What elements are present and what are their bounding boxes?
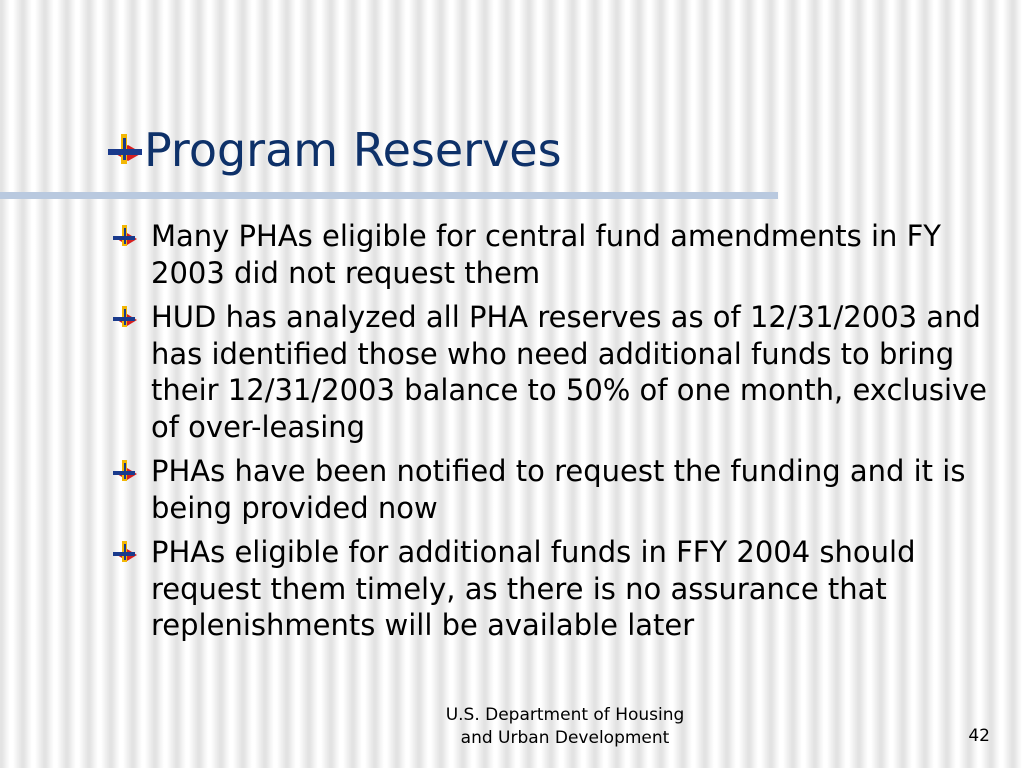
title-bullet-icon — [108, 130, 142, 170]
title-divider — [0, 192, 778, 199]
list-item — [113, 299, 1003, 445]
bullet-icon — [113, 459, 137, 483]
list-item — [113, 218, 1003, 291]
bullet-text: Many PHAs eligible for central fund amendments in FY 2003 did not request them — [151, 219, 942, 290]
footer-agency-line2: and Urban Development — [460, 728, 670, 748]
bullet-text: HUD has analyzed all PHA reserves as of 12/31/2003 and has identified those who need additional funds to bring their 12/31/2003 balance to 50% of one month, exclusive of over-leasing — [151, 300, 988, 444]
bullet-icon — [113, 224, 137, 248]
page-number: 42 — [968, 726, 990, 746]
list-item — [113, 534, 1003, 644]
bullet-icon — [113, 305, 137, 329]
page-title: Program Reserves — [144, 123, 562, 177]
bullet-icon — [113, 540, 137, 564]
bullet-text: PHAs have been notified to request the funding and it is being provided now — [151, 454, 966, 525]
title-row — [108, 118, 562, 182]
list-item — [113, 453, 1003, 526]
footer-agency — [405, 704, 725, 750]
bullet-text: PHAs eligible for additional funds in FFY 2004 should request them timely, as there is no assurance that replenishments will be available later — [151, 535, 916, 642]
bullet-list — [113, 218, 1003, 652]
footer-agency-line1: U.S. Department of Housing — [445, 705, 685, 725]
